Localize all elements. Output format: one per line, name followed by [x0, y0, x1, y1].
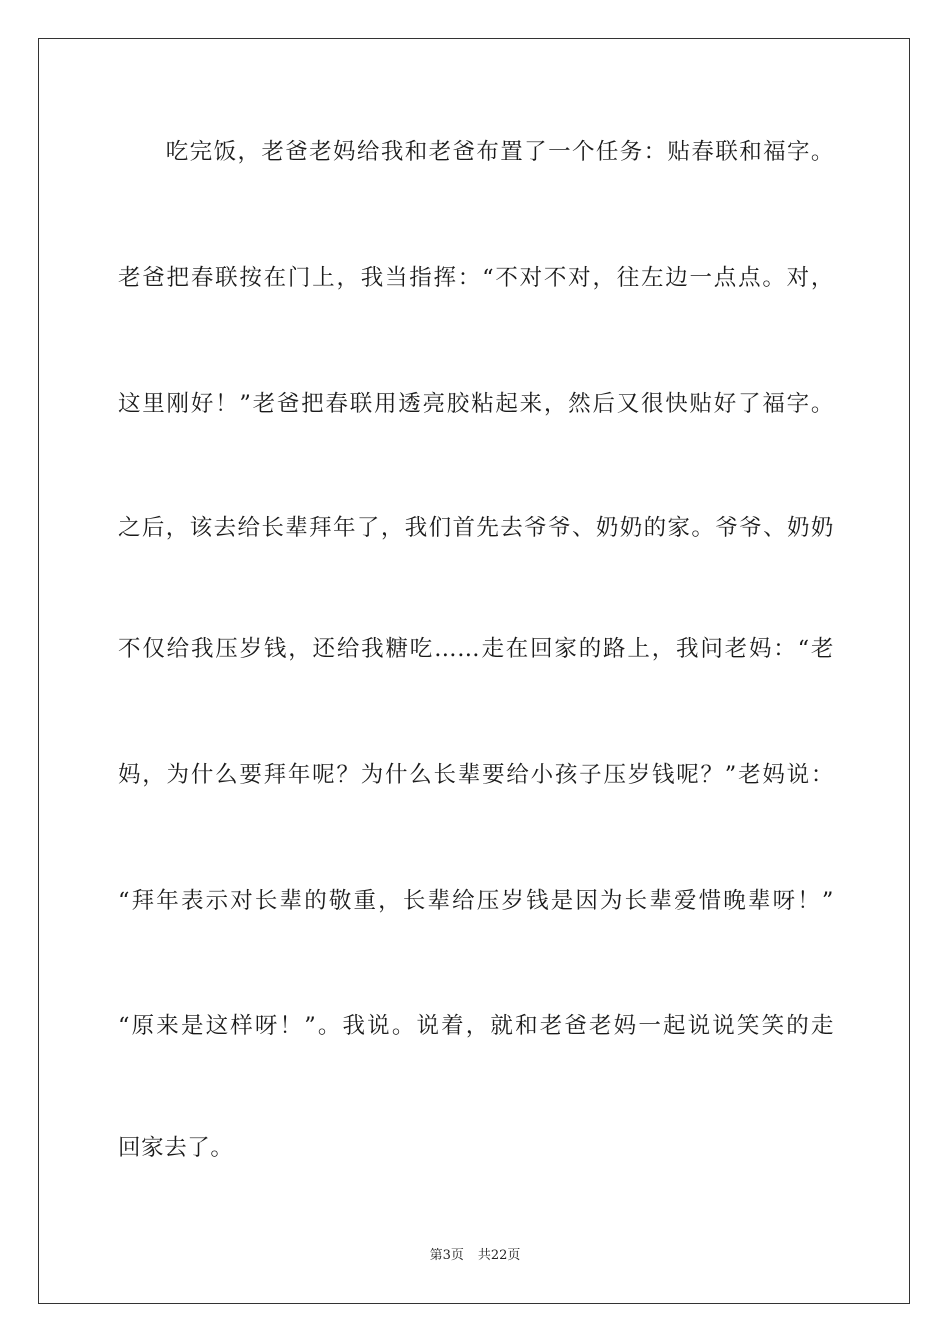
- body-paragraph-line-4: 之后，该去给长辈拜年了，我们首先去爷爷、奶奶的家。爷爷、奶奶: [118, 515, 834, 541]
- body-paragraph-line-6: 妈，为什么要拜年呢？为什么长辈要给小孩子压岁钱呢？”老妈说：: [118, 762, 834, 788]
- page-border: [38, 38, 910, 1304]
- page-number: 第3页: [429, 1248, 464, 1263]
- body-paragraph-line-9: 回家去了。: [118, 1135, 234, 1161]
- body-paragraph-line-5: 不仅给我压岁钱，还给我糖吃……走在回家的路上，我问老妈：“老: [118, 636, 834, 662]
- body-paragraph-line-7: “拜年表示对长辈的敬重，长辈给压岁钱是因为长辈爱惜晚辈呀！”: [118, 888, 834, 914]
- page-total: 共22页: [477, 1248, 521, 1263]
- body-paragraph-line-8: “原来是这样呀！”。我说。说着，就和老爸老妈一起说说笑笑的走: [118, 1013, 834, 1039]
- body-paragraph-line-1: 吃完饭，老爸老妈给我和老爸布置了一个任务：贴春联和福字。: [118, 139, 834, 165]
- body-paragraph-line-3: 这里刚好！”老爸把春联用透亮胶粘起来，然后又很快贴好了福字。: [118, 391, 834, 417]
- body-paragraph-line-2: 老爸把春联按在门上，我当指挥：“不对不对，往左边一点点。对，: [118, 265, 834, 291]
- page-footer: [0, 1247, 950, 1265]
